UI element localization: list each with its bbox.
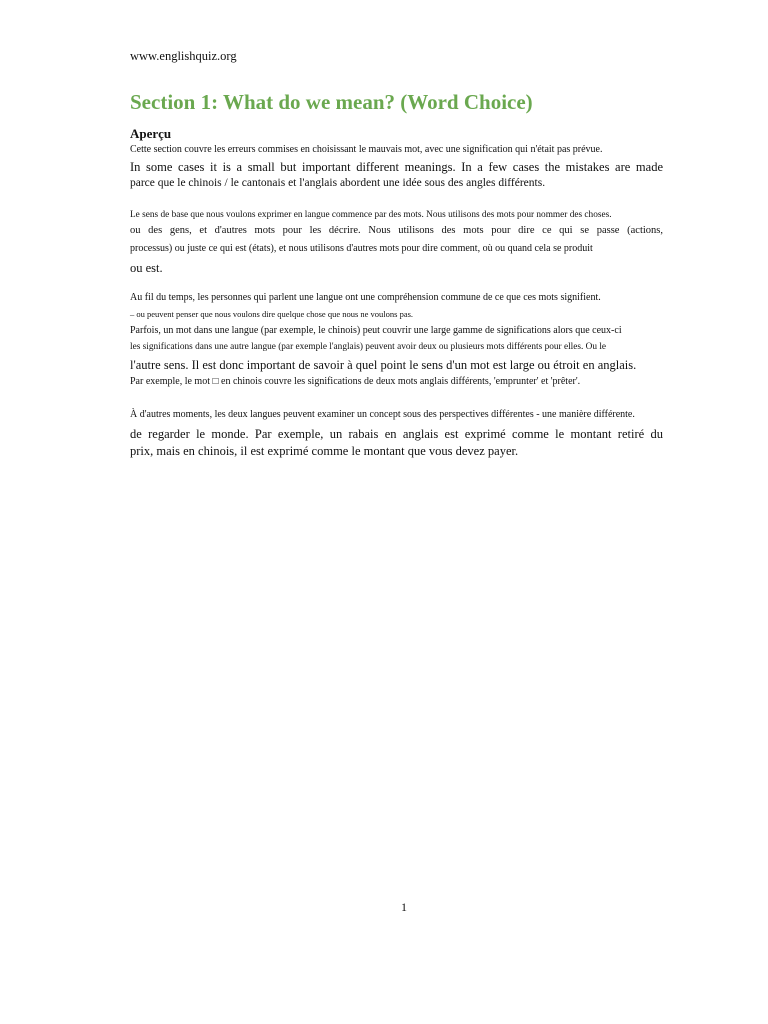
paragraph2-line-2: ou des gens, et d'autres mots pour les décrire. Nous utilisons des mots pour dire ce qui se passe (actions, xyxy=(130,225,663,236)
paragraph3-line-6: Par exemple, le mot □ en chinois couvre les significations de deux mots anglais différents, 'emprunter' et 'prêter'. xyxy=(130,376,581,387)
paragraph3-line-1: Au fil du temps, les personnes qui parlent une langue ont une compréhension commune de ce que ces mots signifient. xyxy=(130,292,601,303)
overview-line-2: In some cases it is a small but important different meanings. In a few cases the mistakes are made xyxy=(130,160,663,174)
paragraph3-line-3: Parfois, un mot dans une langue (par exemple, le chinois) peut couvrir une large gamme de significations alors que ceux-ci xyxy=(130,325,622,336)
paragraph4-line-2: de regarder le monde. Par exemple, un rabais en anglais est exprimé comme le montant retiré du xyxy=(130,427,663,441)
paragraph3-line-2: – ou peuvent penser que nous voulons dire quelque chose que nous ne voulons pas. xyxy=(130,309,414,319)
paragraph2-line-1: Le sens de base que nous voulons exprimer en langue commence par des mots. Nous utilisons des mots pour nommer des choses. xyxy=(130,210,612,220)
overview-line-1: Cette section couvre les erreurs commises en choisissant le mauvais mot, avec une signification qui n'était pas prévue. xyxy=(130,144,603,155)
section-title: Section 1: What do we mean? (Word Choice) xyxy=(130,90,533,114)
site-url[interactable]: www.englishquiz.org xyxy=(130,49,237,63)
overview-line-3: parce que le chinois / le cantonais et l'anglais abordent une idée sous des angles différents. xyxy=(130,177,546,189)
paragraph4-line-1: À d'autres moments, les deux langues peuvent examiner un concept sous des perspectives différentes - une manière différente. xyxy=(130,409,635,420)
paragraph4-line-3: prix, mais en chinois, il est exprimé comme le montant que vous devez payer. xyxy=(130,444,519,458)
paragraph2-line-3: processus) ou juste ce qui est (états), et nous utilisons d'autres mots pour dire comment, où ou quand cela se produit xyxy=(130,243,593,254)
paragraph3-line-4: les significations dans une autre langue (par exemple l'anglais) peuvent avoir deux ou plusieurs mots différents pour elles. Ou le xyxy=(130,342,607,352)
page-number: 1 xyxy=(401,900,407,914)
paragraph2-line-4: ou est. xyxy=(130,261,163,275)
paragraph3-line-5: l'autre sens. Il est donc important de savoir à quel point le sens d'un mot est large ou étroit en anglais. xyxy=(130,358,637,372)
overview-heading: Aperçu xyxy=(130,126,172,141)
